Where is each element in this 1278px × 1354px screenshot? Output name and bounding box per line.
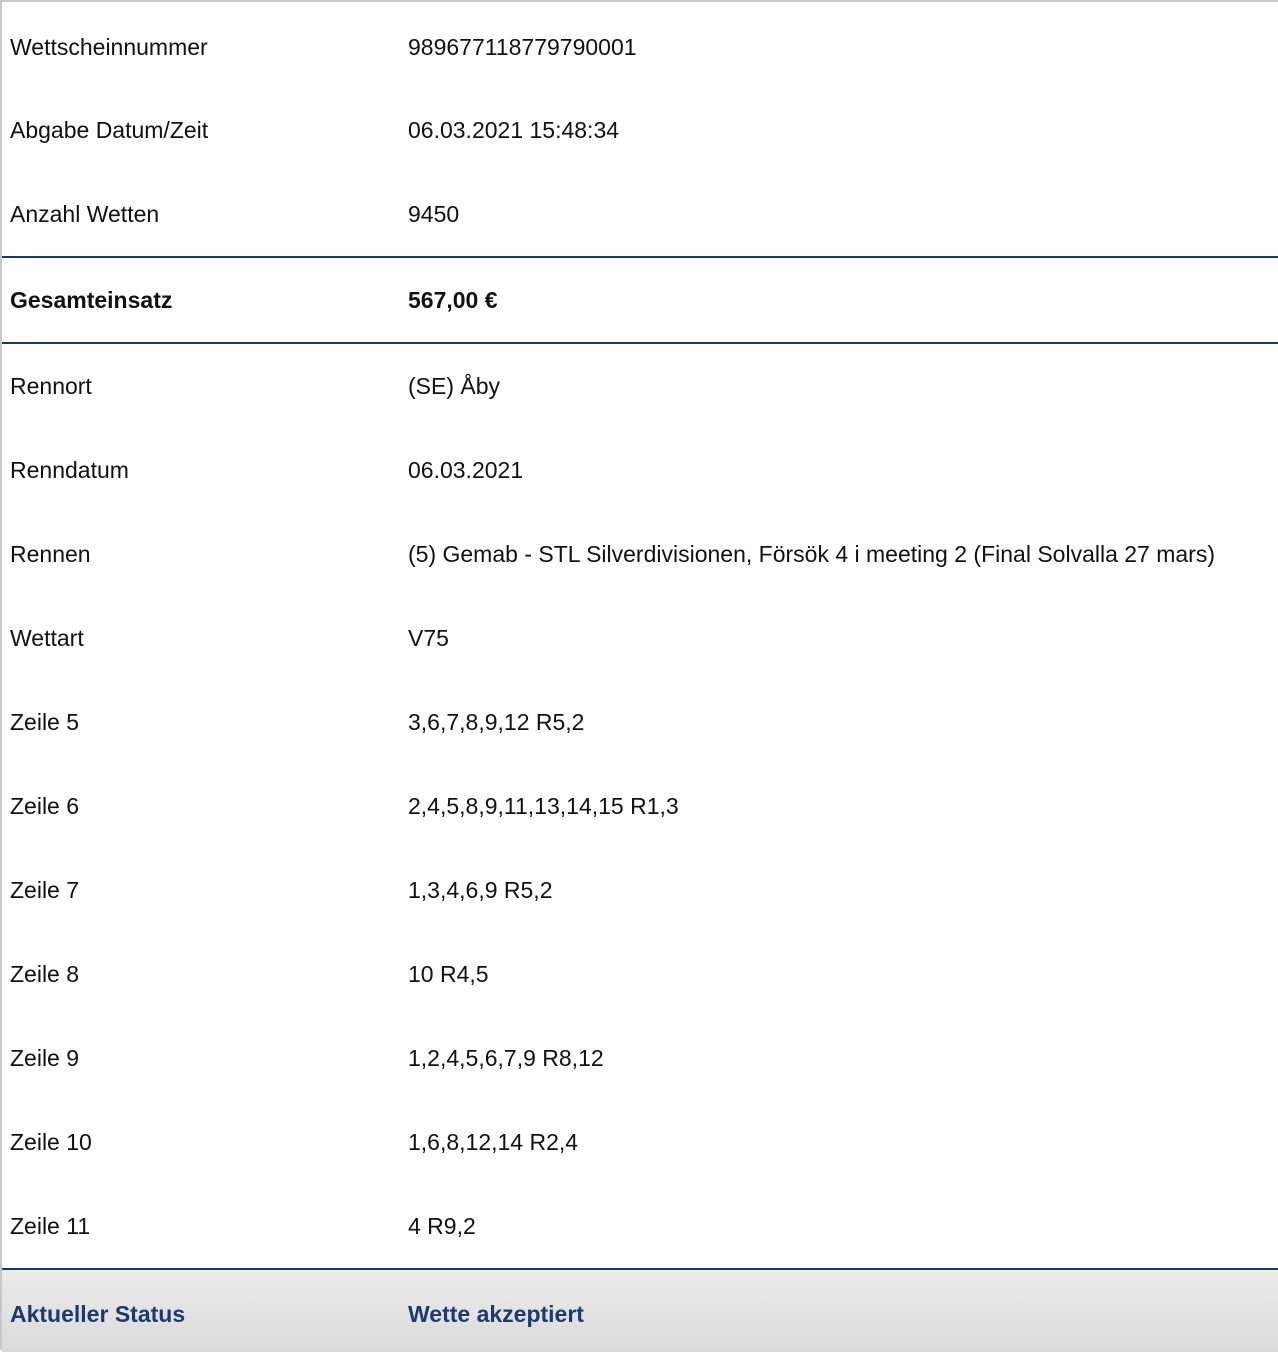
race-date-label: Renndatum (10, 456, 129, 483)
bet-type-value: V75 (408, 624, 449, 651)
row-race-venue (2, 344, 1278, 428)
leg-5-value: 3,6,7,8,9,12 R5,2 (408, 708, 585, 735)
race-venue-value: (SE) Åby (408, 372, 501, 399)
race-name-value: (5) Gemab - STL Silverdivisionen, Försök 4 i meeting 2 (Final Solvalla 27 mars) (408, 540, 1215, 567)
row-leg-7 (2, 848, 1278, 932)
row-bet-count (2, 172, 1278, 256)
race-venue-label: Rennort (10, 372, 92, 399)
leg-7-value: 1,3,4,6,9 R5,2 (408, 876, 553, 903)
row-leg-11 (2, 1184, 1278, 1268)
leg-6-value: 2,4,5,8,9,11,13,14,15 R1,3 (408, 792, 679, 819)
row-race-date (2, 428, 1278, 512)
current-status-label: Aktueller Status (10, 1300, 186, 1327)
race-date-value: 06.03.2021 (408, 456, 524, 483)
row-race-name (2, 512, 1278, 596)
total-stake-label: Gesamteinsatz (10, 286, 173, 313)
bet-count-label: Anzahl Wetten (10, 200, 160, 227)
leg-11-value: 4 R9,2 (408, 1212, 476, 1239)
row-ticket-number (2, 2, 1278, 88)
leg-10-value: 1,6,8,12,14 R2,4 (408, 1128, 579, 1155)
current-status-value: Wette akzeptiert (408, 1300, 584, 1327)
submission-datetime-value: 06.03.2021 15:48:34 (408, 116, 620, 143)
row-submission-datetime (2, 88, 1278, 172)
total-stake-section (2, 256, 1278, 344)
race-name-label: Rennen (10, 540, 91, 567)
leg-8-label: Zeile 8 (10, 960, 80, 987)
bet-count-value: 9450 (408, 200, 460, 227)
bet-summary-section (2, 2, 1278, 256)
row-leg-5 (2, 680, 1278, 764)
leg-8-value: 10 R4,5 (408, 960, 489, 987)
leg-7-label: Zeile 7 (10, 876, 80, 903)
row-total-stake (2, 258, 1278, 342)
row-leg-9 (2, 1016, 1278, 1100)
leg-9-value: 1,2,4,5,6,7,9 R8,12 (408, 1044, 604, 1071)
ticket-number-label: Wettscheinnummer (10, 33, 208, 60)
ticket-number-value: 989677118779790001 (408, 33, 637, 60)
row-leg-8 (2, 932, 1278, 1016)
total-stake-value: 567,00 € (408, 286, 498, 313)
leg-11-label: Zeile 11 (10, 1212, 91, 1239)
leg-10-label: Zeile 10 (10, 1128, 92, 1155)
row-current-status (2, 1270, 1278, 1354)
leg-6-label: Zeile 6 (10, 792, 80, 819)
leg-5-label: Zeile 5 (10, 708, 80, 735)
leg-9-label: Zeile 9 (10, 1044, 80, 1071)
row-leg-6 (2, 764, 1278, 848)
submission-datetime-label: Abgabe Datum/Zeit (10, 116, 209, 143)
bet-type-label: Wettart (10, 624, 84, 651)
race-details-section (2, 344, 1278, 1268)
row-bet-type (2, 596, 1278, 680)
row-leg-10 (2, 1100, 1278, 1184)
status-section (2, 1268, 1278, 1352)
